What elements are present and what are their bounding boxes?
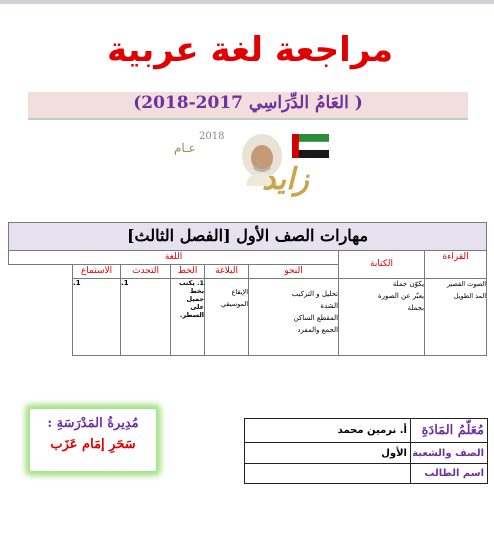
speaking-num: 1.: [121, 279, 129, 287]
student-row: [245, 463, 488, 483]
class-row: [245, 443, 488, 463]
flag-green-stripe: [299, 134, 329, 142]
listening-header: الاستماع: [80, 266, 113, 276]
writing-item: يكوّن جملة: [392, 280, 425, 288]
reading-item: المد الطويل: [453, 292, 487, 300]
flag-white-stripe: [299, 142, 329, 150]
logo-script: زايد: [262, 162, 309, 197]
grammar-header-cell: [249, 265, 339, 279]
grammar-header: النحو: [284, 266, 303, 276]
principal-title: مُدِيرةُ المَدْرَسَةِ :: [47, 416, 139, 431]
class-value: الأول: [245, 443, 411, 463]
grammar-items-cell: [249, 279, 339, 356]
writing-item: يعبّر عن الصورة: [377, 292, 425, 300]
top-border: [0, 0, 494, 4]
writing-item: بجملة: [407, 304, 425, 312]
rhetoric-item: الموسيقي: [221, 300, 249, 308]
speaking-header-cell: [121, 265, 171, 279]
principal-name: سَحَرِ إمَام عَزَب: [50, 437, 136, 452]
skills-table: [8, 222, 487, 356]
listening-cell: [73, 279, 121, 356]
page-title: مراجعة لغة عربية: [106, 30, 394, 70]
student-label: اسم الطالب: [411, 463, 488, 483]
grammar-item: تحليل و التركيب: [291, 290, 339, 298]
grammar-item: المقطع الساكن: [293, 314, 339, 322]
principal-box: [30, 409, 156, 471]
grammar-item: الجمع والمفرد: [297, 326, 339, 334]
language-header-cell: [9, 251, 339, 265]
flag-red-stripe: [292, 134, 299, 158]
teacher-label: مُعَلّمُ المَادَةِ: [411, 419, 488, 443]
writing-header-cell: [339, 251, 425, 279]
writing-header: الكتابة: [370, 259, 394, 269]
rhetoric-header: البلاغة: [215, 266, 238, 276]
listening-num: 1.: [73, 279, 81, 287]
reading-items-cell: [425, 279, 487, 356]
rhetoric-items-cell: [205, 279, 249, 356]
academic-year-band: [28, 92, 468, 120]
reading-item: الصوت القصير: [446, 280, 487, 288]
reading-header-cell: [425, 251, 487, 279]
teacher-value: أ. نرمين محمد: [245, 419, 411, 443]
student-info-table: [244, 418, 488, 484]
grammar-item: الشدة: [320, 302, 339, 310]
writing-items-cell: [339, 279, 425, 356]
handwriting-item: 1. يكتب بخط جميل على السطر.: [179, 279, 205, 319]
student-name-field[interactable]: [245, 463, 411, 483]
speaking-header: التحدث: [132, 266, 160, 276]
language-header: اللغة: [164, 252, 183, 262]
skills-header-row: [9, 251, 487, 265]
flag-black-stripe: [299, 150, 329, 158]
rhetoric-item: الإيقاع: [231, 288, 249, 296]
logo-word: عـام: [174, 141, 196, 155]
teacher-row: [245, 419, 488, 443]
logo-year: 2018: [199, 131, 225, 142]
handwriting-header: الخط: [177, 266, 198, 276]
handwriting-items-cell: [171, 279, 205, 356]
class-label: الصف والشعبة: [411, 443, 488, 463]
academic-year-label: ( العَامُ الدِّرَاسِي 2017-2018): [133, 93, 363, 113]
speaking-cell: [121, 279, 171, 356]
rhetoric-header-cell: [205, 265, 249, 279]
handwriting-header-cell: [171, 265, 205, 279]
skills-heading: مهارات الصف الأول [الفصل الثالث]: [126, 226, 369, 245]
skills-content-row: [9, 279, 487, 356]
listening-header-cell: [73, 265, 121, 279]
skills-heading-row: [9, 223, 487, 251]
reading-header: القراءة: [442, 252, 469, 262]
